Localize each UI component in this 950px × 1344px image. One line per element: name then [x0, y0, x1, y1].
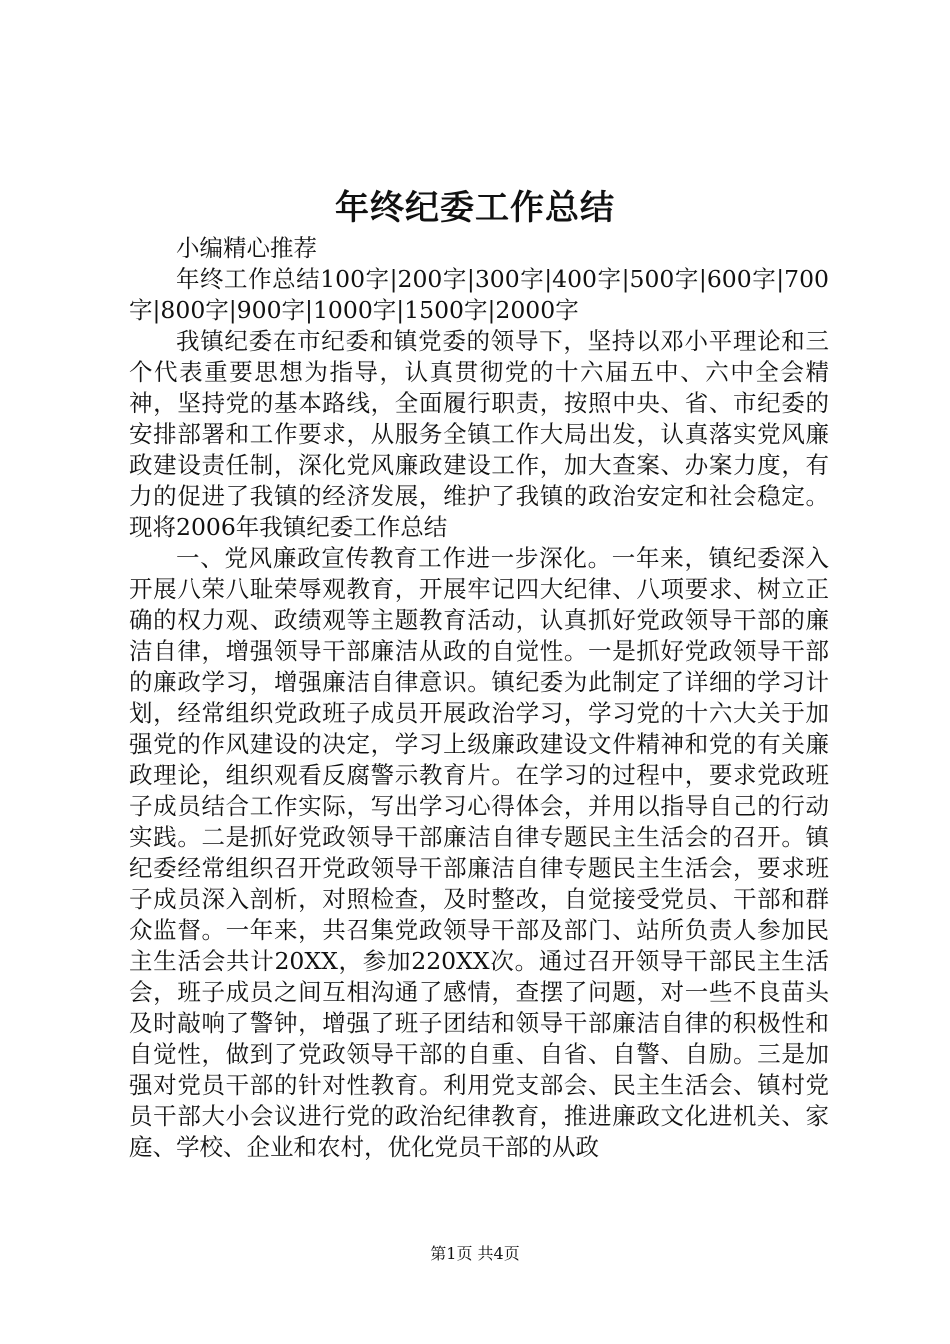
intro-paragraph: 我镇纪委在市纪委和镇党委的领导下，坚持以邓小平理论和三个代表重要思想为指导，认真贯彻党的十六届五中、六中全会精神，坚持党的基本路线，全面履行职责，按照中央、省、市纪委的安排部署和工作要求，从服务全镇工作大局出发，认真落实党风廉政建设责任制，深化党风廉政建设工作，加大查案、办案力度，有力的促进了我镇的经济发展，维护了我镇的政治安定和社会稳定。现将2006年我镇纪委工作总结 [129, 327, 829, 541]
section-one-paragraph: 一、党风廉政宣传教育工作进一步深化。一年来，镇纪委深入开展八荣八耻荣辱观教育，开展牢记四大纪律、八项要求、树立正确的权力观、政绩观等主题教育活动，认真抓好党政领导干部的廉洁自律，增强领导干部廉洁从政的自觉性。一是抓好党政领导干部的廉政学习，增强廉洁自律意识。镇纪委为此制定了详细的学习计划，经常组织党政班子成员开展政治学习，学习党的十六大关于加强党的作风建设的决定，学习上级廉政建设文件精神和党的有关廉政理论，组织观看反腐警示教育片。在学习的过程中，要求党政班子成员结合工作实际，写出学习心得体会，并用以指导自己的行动实践。二是抓好党政领导干部廉洁自律专题民主生活会的召开。镇纪委经常组织召开党政领导干部廉洁自律专题民主生活会，要求班子成员深入剖析，对照检查，及时整改，自觉接受党员、干部和群众监督。一年来，共召集党政领导干部及部门、站所负责人参加民主生活会共计20XX，参加220XX次。通过召开领导干部民主生活会，班子成员之间互相沟通了感情，查摆了问题，对一些不良苗头及时敲响了警钟，增强了班子团结和领导干部廉洁自律的积极性和自觉性，做到了党政领导干部的自重、自省、自警、自励。三是加强对党员干部的针对性教育。利用党支部会、民主生活会、镇村党员干部大小会议进行党的政治纪律教育，推进廉政文化进机关、家庭、学校、企业和农村，优化党员干部的从政 [129, 544, 829, 1161]
recommend-line: 小编精心推荐 [176, 234, 317, 262]
word-count-links[interactable]: 年终工作总结100字|200字|300字|400字|500字|600字|700字|800字|900字|1000字|1500字|2000字 [129, 265, 829, 324]
document-title: 年终纪委工作总结 [335, 188, 615, 228]
document-body [129, 233, 829, 1163]
page-number-footer: 第1页 共4页 [430, 1244, 520, 1263]
